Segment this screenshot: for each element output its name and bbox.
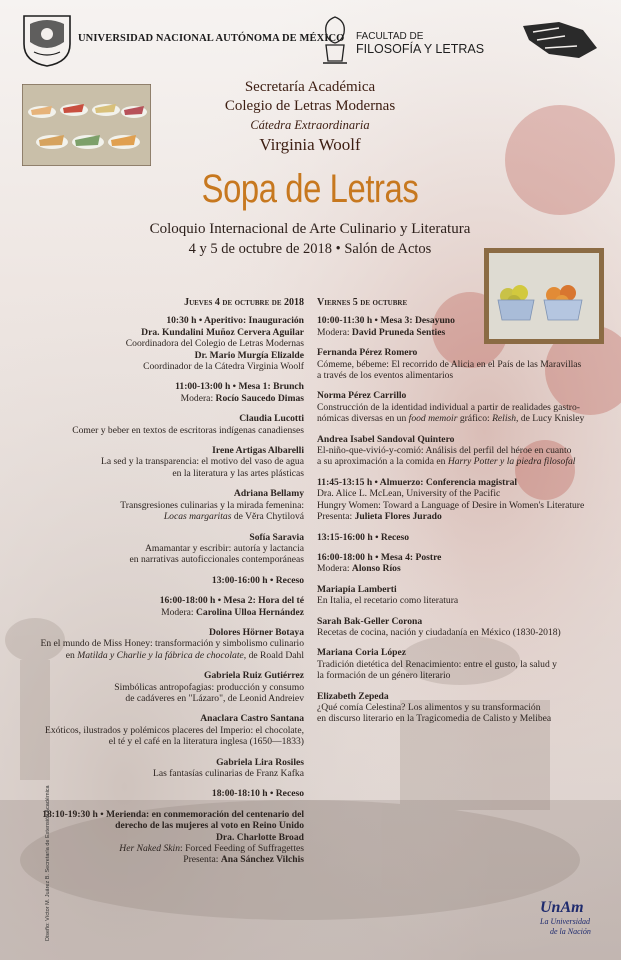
line-text: Comer y beber en textos de escritoras indígenas canadienses <box>72 424 304 436</box>
line-text: en narrativas autoficcionales contemporáneas <box>129 554 304 566</box>
program-line <box>317 713 607 724</box>
program-line <box>317 627 607 638</box>
program-line <box>28 627 304 638</box>
faculty-line-2: FILOSOFÍA Y LETRAS <box>356 42 485 56</box>
line-text: Presenta: <box>317 511 355 523</box>
program-line <box>28 338 304 349</box>
program-line <box>317 445 607 456</box>
line-tail-text: Alonso Ríos <box>351 563 401 575</box>
svg-text:UnAm: UnAm <box>540 899 584 916</box>
armor-gauntlet-logo <box>519 18 601 62</box>
program-line <box>28 456 304 467</box>
program-line <box>317 413 607 424</box>
faculty-line-1: FACULTAD DE <box>356 31 424 42</box>
org-secretaria: Secretaría Académica <box>244 79 376 95</box>
program-line <box>317 647 607 658</box>
program-line <box>317 670 607 681</box>
program-line <box>28 350 304 361</box>
program-line <box>317 370 607 381</box>
program-line <box>317 327 607 338</box>
line-text: En el mundo de Miss Honey: transformación y simbolismo culinario <box>40 638 304 650</box>
program-line <box>317 488 607 499</box>
program-entry <box>317 532 607 543</box>
program-line <box>317 500 607 511</box>
line-text: Andrea Isabel Sandoval Quintero <box>317 433 455 445</box>
svg-text:de la Nación: de la Nación <box>550 927 591 936</box>
program-line <box>317 511 607 522</box>
line-text: Gabriela Ruiz Gutiérrez <box>204 670 304 682</box>
program-entry <box>28 627 304 661</box>
line-text: Exóticos, ilustrados y polémicos placeres del Imperio: el chocolate, <box>45 724 304 736</box>
program-line <box>28 445 304 456</box>
program-entry <box>317 584 607 607</box>
program-line <box>317 563 607 574</box>
program-line <box>28 638 304 649</box>
program-line <box>28 315 304 326</box>
program-line <box>317 702 607 713</box>
program-line <box>28 361 304 372</box>
program-entry <box>28 413 304 436</box>
program-day-1 <box>28 297 304 875</box>
event-dates: 4 y 5 de octubre de 2018 • Salón de Actos <box>188 241 432 257</box>
line-text: nómicas diversas en un <box>317 413 409 425</box>
university-name: UNIVERSIDAD NACIONAL AUTÓNOMA DE MÉXICO <box>78 33 345 44</box>
program-line <box>28 425 304 436</box>
program-line <box>28 532 304 543</box>
line-text: 10:00-11:30 h • Mesa 3: Desayuno <box>317 315 455 327</box>
line-text: Dolores Hörner Botaya <box>208 626 304 638</box>
program-entry <box>28 595 304 618</box>
program-entry <box>317 647 607 681</box>
program-entry <box>28 381 304 404</box>
program-line <box>28 843 304 854</box>
program-line <box>28 809 304 820</box>
program-line <box>28 575 304 586</box>
svg-text:La Universidad: La Universidad <box>540 917 590 926</box>
program-line <box>28 554 304 565</box>
line-text: Adriana Bellamy <box>233 488 304 500</box>
program-line <box>317 359 607 370</box>
program-line <box>317 659 607 670</box>
line-text: Hungry Women: Toward a Language of Desire in Women's Literature <box>317 499 585 511</box>
line-text: Modera: <box>161 606 196 618</box>
program-line <box>317 456 607 467</box>
line-text: 16:00-18:00 h • Mesa 4: Postre <box>317 551 442 563</box>
line-text: Gabriela Lira Rosiles <box>216 756 304 768</box>
line-text: Locas margaritas <box>163 511 232 523</box>
program-line <box>28 500 304 511</box>
program-line <box>317 347 607 358</box>
program-line <box>28 768 304 779</box>
program-line <box>317 477 607 488</box>
program-line <box>317 552 607 563</box>
org-colegio: Colegio de Letras Modernas <box>224 98 396 114</box>
line-tail-text: Carolina Ulloa Hernández <box>195 606 304 618</box>
program-line <box>28 650 304 661</box>
line-tail-text: Ana Sánchez Vilchis <box>220 854 304 866</box>
line-text: en discurso literario en la Tragicomedia de Calisto y Melibea <box>317 713 552 725</box>
line-tail-text: Julieta Flores Jurado <box>354 511 442 523</box>
line-text: Sarah Bak-Geller Corona <box>317 615 423 627</box>
line-text: Dr. Mario Murgía Elizalde <box>194 349 304 361</box>
ffyl-logo <box>320 15 350 65</box>
day-2-heading: Viernes 5 de octubre <box>317 297 408 308</box>
line-text: 11:45-13:15 h • Almuerzo: Conferencia magistral <box>317 476 518 488</box>
line-text: Dra. Charlotte Broad <box>215 831 304 843</box>
program-entry <box>28 445 304 479</box>
line-text: Amamantar y escribir: autoría y lactancia <box>144 542 304 554</box>
line-text: Sofía Saravia <box>249 531 304 543</box>
line-text: a través de los eventos alimentarios <box>317 370 454 382</box>
line-text: Anaclara Castro Santana <box>200 713 304 725</box>
line-text: en <box>65 649 78 661</box>
program-line <box>317 616 607 627</box>
program-day-2 <box>317 297 607 734</box>
event-title: Sopa de Letras <box>201 167 419 211</box>
program-line <box>317 434 607 445</box>
line-text: En Italia, el recetario como literatura <box>317 595 459 607</box>
line-text: Norma Pérez Carrillo <box>317 390 407 402</box>
program-line <box>28 595 304 606</box>
program-line <box>28 511 304 522</box>
line-tail-text: , de Lucy Knisley <box>516 413 585 425</box>
program-entry <box>317 315 607 338</box>
line-text: Modera: <box>317 326 352 338</box>
line-text: 13:15-16:00 h • Receso <box>317 531 410 543</box>
program-entry <box>317 347 607 381</box>
program-entry <box>317 691 607 725</box>
line-text: 18:10-19:30 h • Merienda: en conmemoración del centenario del <box>42 808 304 820</box>
line-text: derecho de las mujeres al voto en Reino Unido <box>115 820 304 832</box>
line-text: Tradición dietética del Renacimiento: entre el gusto, la salud y <box>317 658 557 670</box>
program-line <box>28 670 304 681</box>
line-tail-text: , de Roald Dahl <box>243 649 304 661</box>
line-text: Las fantasías culinarias de Franz Kafka <box>152 768 304 779</box>
line-text: 18:00-18:10 h • Receso <box>211 788 304 800</box>
line-text: Presenta: <box>183 854 221 866</box>
day-1-heading: Jueves 4 de octubre de 2018 <box>184 297 304 308</box>
program-line <box>28 327 304 338</box>
program-line <box>28 725 304 736</box>
program-line <box>28 607 304 618</box>
program-entry <box>317 390 607 424</box>
program-line <box>28 488 304 499</box>
line-text: Elizabeth Zepeda <box>317 690 389 702</box>
line-text: Dra. Alice L. McLean, University of the Pacific <box>317 488 501 500</box>
line-text: Modera: <box>180 392 216 404</box>
program-line <box>28 381 304 392</box>
program-line <box>28 820 304 831</box>
line-text: 13:00-16:00 h • Receso <box>211 574 304 586</box>
program-entry <box>28 788 304 799</box>
program-line <box>28 757 304 768</box>
program-line <box>28 468 304 479</box>
unam-nacion-logo <box>536 894 606 938</box>
program-entry <box>317 616 607 639</box>
line-text: La sed y la transparencia: el motivo del vaso de agua <box>101 456 304 468</box>
program-line <box>28 682 304 693</box>
line-tail-text: Rocío Saucedo Dimas <box>215 392 304 404</box>
program-line <box>317 390 607 401</box>
line-text: ¿Qué comía Celestina? Los alimentos y su transformación <box>317 701 541 713</box>
line-tail-text: : Forced Feeding of Suffragettes <box>180 843 304 855</box>
line-text: a su aproximación a la comida en <box>317 456 448 468</box>
program-line <box>28 713 304 724</box>
line-text: Mariana Coria López <box>317 647 406 659</box>
line-tail-text: gráfico: <box>457 413 493 425</box>
program-entry <box>317 477 607 523</box>
line-text: Coordinador de la Cátedra Virginia Woolf <box>143 361 304 373</box>
line-italic-text: Matilda y Charlie y la fábrica de chocolate <box>77 649 244 661</box>
line-text: Fernanda Pérez Romero <box>317 347 418 359</box>
line-text: Cómeme, bébeme: El recorrido de Alicia en el País de las Maravillas <box>317 358 582 370</box>
line-italic-text: food memoir <box>408 413 458 425</box>
line-italic-text: Harry Potter y la piedra filosofal <box>447 456 576 468</box>
program-entry <box>28 757 304 780</box>
program-line <box>317 532 607 543</box>
line-text: Recetas de cocina, nación y ciudadanía en México (1830-2018) <box>317 626 561 638</box>
line-text: el té y el café en la literatura inglesa (1650—1833) <box>108 736 304 748</box>
line-italic-text: Relish <box>492 413 517 425</box>
program-entry <box>28 488 304 522</box>
line-text: 11:00-13:00 h • Mesa 1: Brunch <box>175 381 304 393</box>
line-text: Transgresiones culinarias y la mirada femenina: <box>120 499 304 511</box>
line-text: 16:00-18:00 h • Mesa 2: Hora del té <box>159 595 304 607</box>
line-text: Construcción de la identidad individual a partir de realidades gastro- <box>317 401 580 413</box>
line-text: El-niño-que-vivió-y-comió: Análisis del perfil del héroe en cuanto <box>317 445 572 457</box>
line-text: en la literatura y las artes plásticas <box>172 467 304 479</box>
program-entry <box>317 434 607 468</box>
program-line <box>28 832 304 843</box>
program-entry <box>28 809 304 866</box>
pies-painting-image <box>22 84 151 166</box>
program-line <box>317 691 607 702</box>
line-text: Her Naked Skin <box>119 843 181 855</box>
line-text: Simbólicas antropofagias: producción y consumo <box>114 681 304 693</box>
line-text: Modera: <box>317 563 352 575</box>
line-text: Claudia Lucotti <box>239 413 304 425</box>
line-tail-text: David Pruneda Senties <box>351 326 446 338</box>
program-line <box>28 543 304 554</box>
program-line <box>317 402 607 413</box>
org-catedra: Cátedra Extraordinaria <box>250 118 370 132</box>
program-line <box>317 315 607 326</box>
program-line <box>28 693 304 704</box>
line-text: Irene Artigas Albarelli <box>212 445 304 457</box>
program-line <box>28 854 304 865</box>
program-line <box>28 413 304 424</box>
program-entry <box>28 575 304 586</box>
program-line <box>28 788 304 799</box>
line-text: la formación de un género literario <box>317 670 451 682</box>
design-credit: Diseño: Víctor M. Juárez B. Secretaría de Extensión Académica <box>45 785 51 941</box>
line-text: Coordinadora del Colegio de Letras Modernas <box>125 338 304 350</box>
program-entry <box>28 713 304 747</box>
program-line <box>28 393 304 404</box>
program-entry <box>28 670 304 704</box>
unam-shield-logo <box>22 14 72 68</box>
line-text: Mariapia Lamberti <box>317 583 397 595</box>
event-subtitle: Coloquio Internacional de Arte Culinario y Literatura <box>149 221 471 237</box>
org-virginia-woolf: Virginia Woolf <box>259 135 361 154</box>
program-line <box>317 595 607 606</box>
program-entry <box>317 552 607 575</box>
line-text: de cadáveres en "Lázaro", de Leonid Andreiev <box>125 692 304 704</box>
program-line <box>28 736 304 747</box>
line-text: 10:30 h • Aperitivo: Inauguración <box>166 315 304 327</box>
line-text: Dra. Kundalini Muñoz Cervera Aguilar <box>141 326 304 338</box>
program-entry <box>28 315 304 372</box>
line-tail-text: de Věra Chytilová <box>231 511 304 523</box>
program-entry <box>28 532 304 566</box>
program-line <box>317 584 607 595</box>
